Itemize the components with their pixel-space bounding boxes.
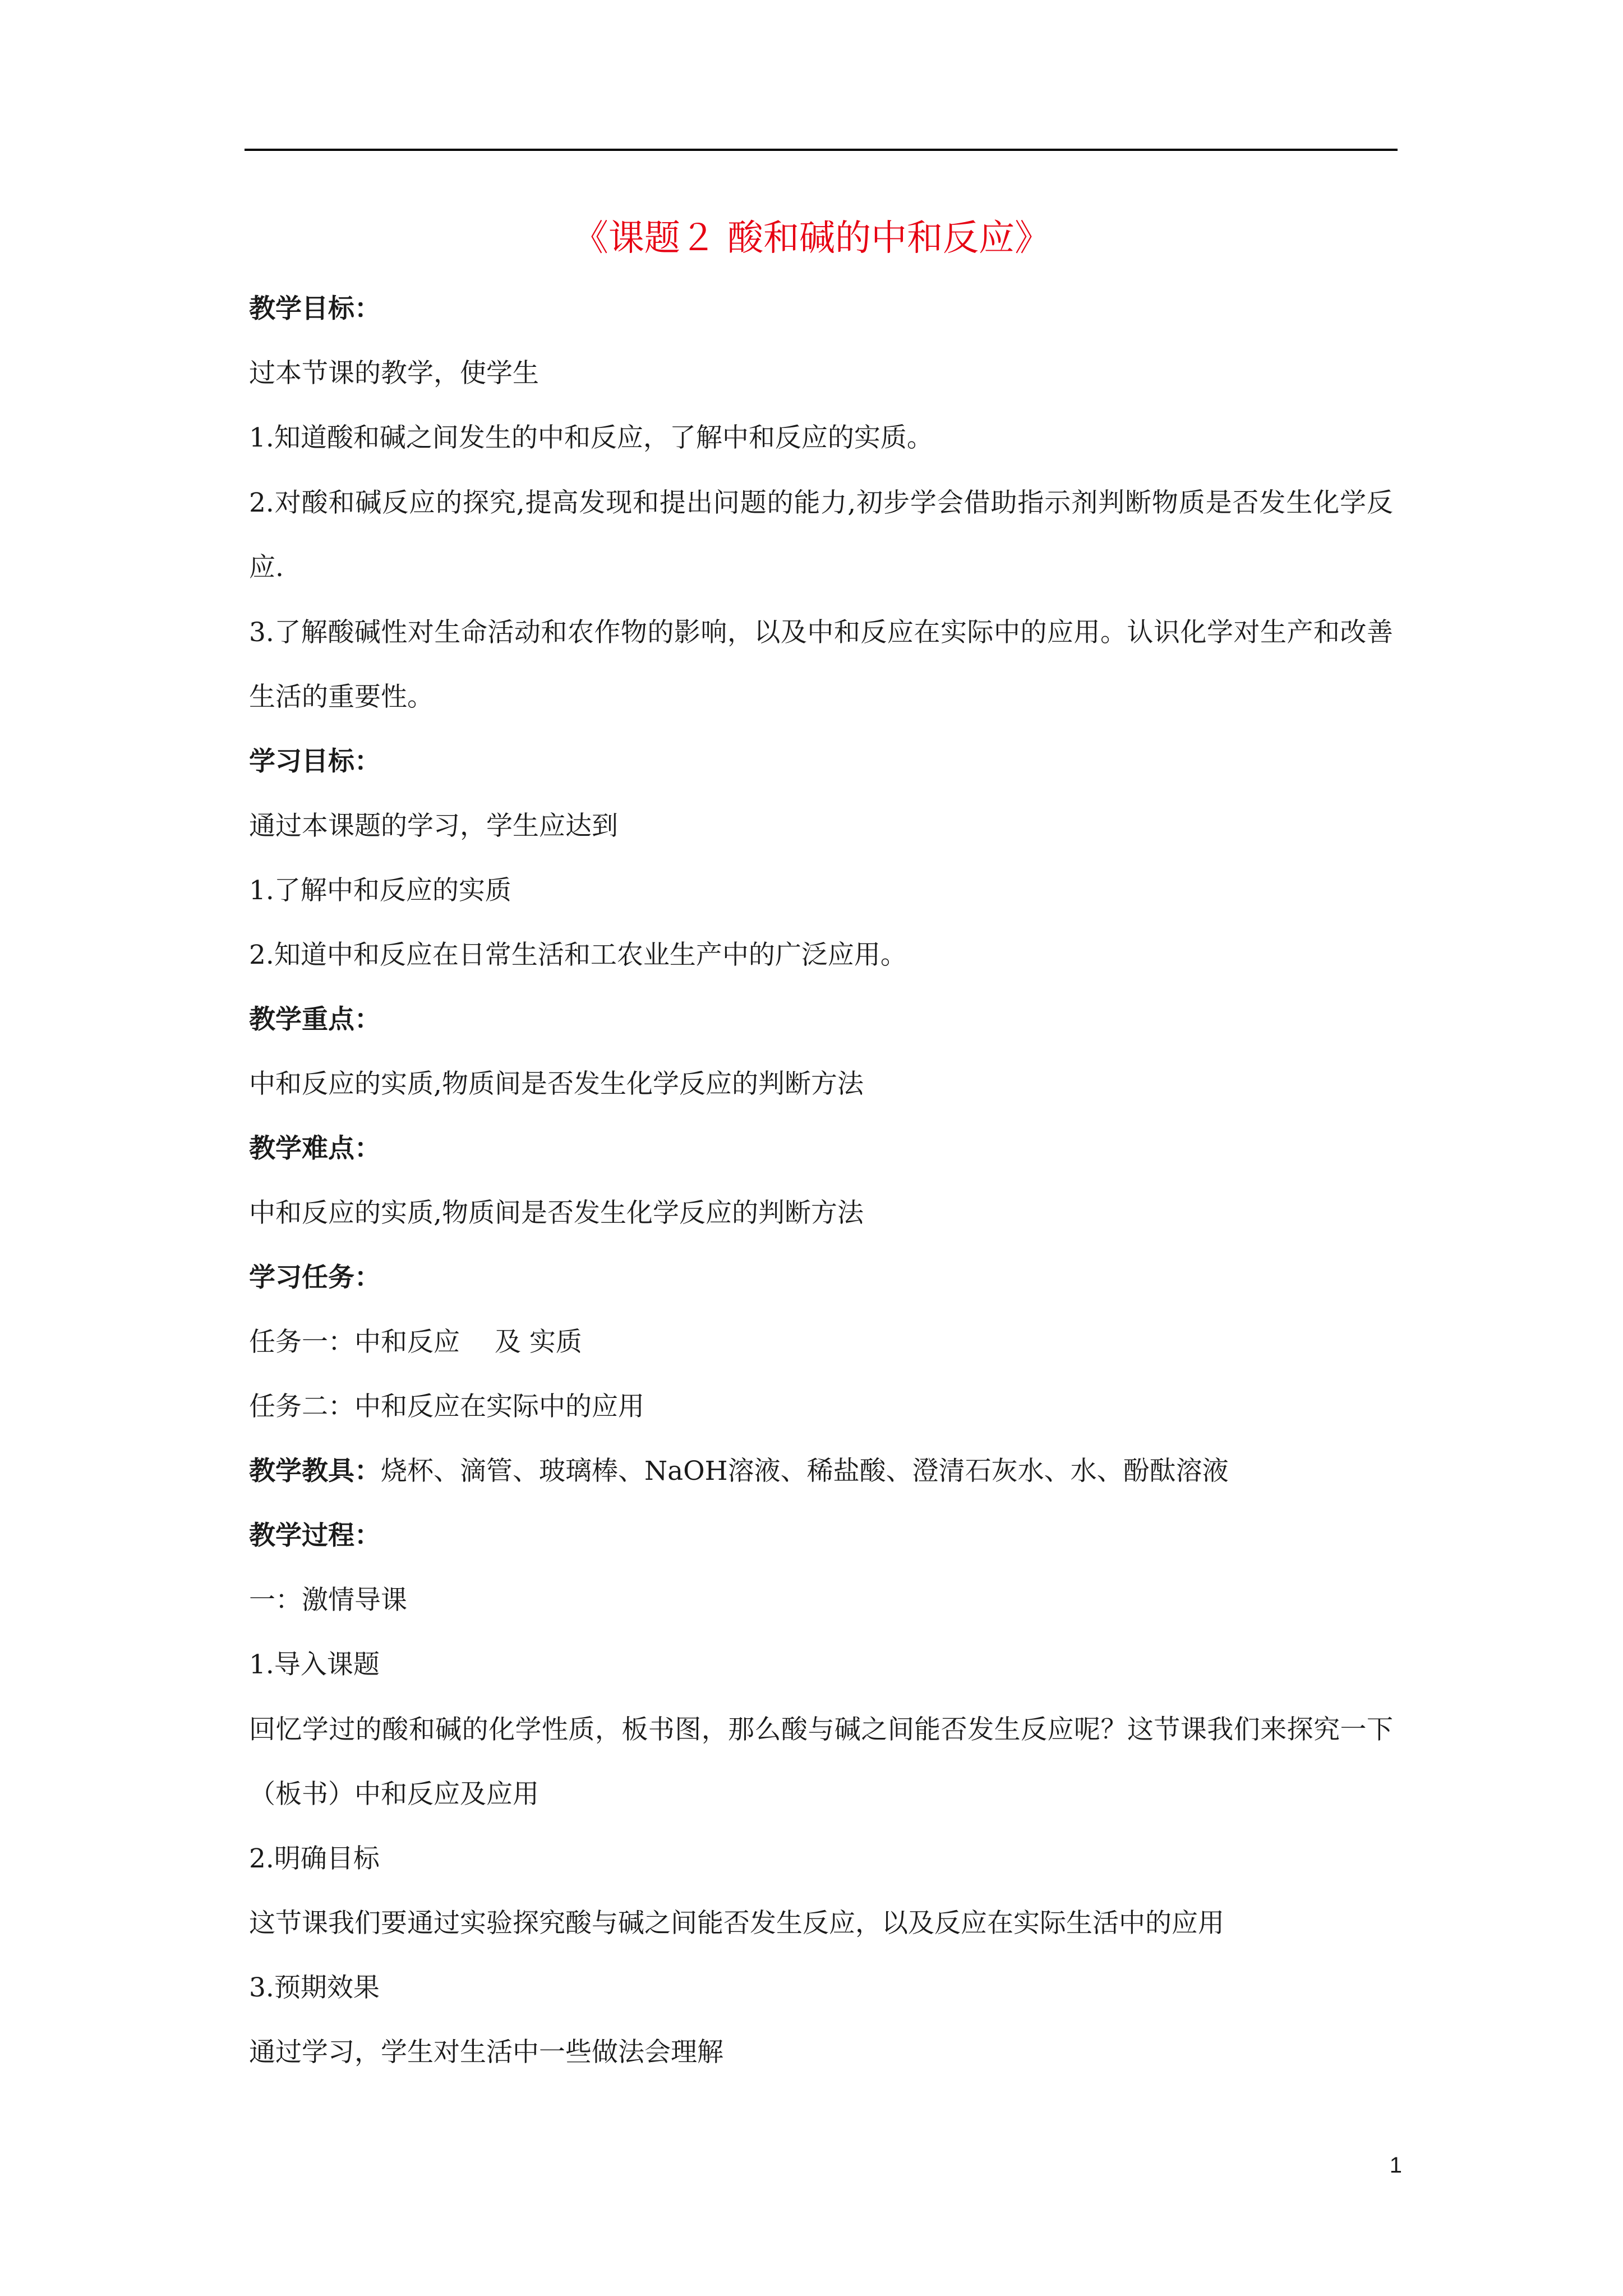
heading-teaching-goals: 教学目标： [249,293,381,324]
paragraph: 回忆学过的酸和碱的化学性质，板书图，那么酸与碱之间能否发生反应呢？这节课我们来探究一下（板书）中和反应及应用 [249,1714,1393,1810]
list-item: 1.导入课题 [249,1649,380,1680]
heading-key-points: 教学重点： [249,1004,381,1035]
list-item: 1.了解中和反应的实质 [249,875,511,906]
heading-difficulties: 教学难点： [249,1133,381,1164]
list-item: 1.知道酸和碱之间发生的中和反应，了解中和反应的实质。 [249,422,933,453]
teaching-tools-list: 烧杯、滴管、玻璃棒、NaOH溶液、稀盐酸、澄清石灰水、水、酚酞溶液 [381,1456,1229,1487]
heading-learning-tasks: 学习任务： [249,1262,381,1293]
heading-teaching-tools: 教学教具： [249,1456,381,1487]
list-item: 2.明确目标 [249,1843,380,1874]
list-item: 3.了解酸碱性对生命活动和农作物的影响，以及中和反应在实际中的应用。认识化学对生产和改善生活的重要性。 [249,617,1393,712]
page-number: 1 [1389,2153,1402,2178]
list-item: 2.对酸和碱反应的探究,提高发现和提出问题的能力,初步学会借助指示剂判断物质是否发生化学反应. [249,487,1393,583]
heading-teaching-process: 教学过程： [249,1520,381,1551]
paragraph: 这节课我们要通过实验探究酸与碱之间能否发生反应，以及反应在实际生活中的应用 [249,1908,1224,1939]
teaching-tools-line [249,1455,1393,1488]
document-body [249,293,1393,2101]
paragraph: 中和反应的实质,物质间是否发生化学反应的判断方法 [249,1198,864,1228]
header-rule [245,149,1398,151]
document-title: 《课题２ 酸和碱的中和反应》 [572,218,1051,259]
list-item: 2.知道中和反应在日常生活和工农业生产中的广泛应用。 [249,940,907,970]
task-item: 任务二：中和反应在实际中的应用 [249,1391,644,1422]
paragraph: 通过本课题的学习，学生应达到 [249,811,618,841]
paragraph: 通过学习，学生对生活中一些做法会理解 [249,2037,723,2068]
list-item: 3.预期效果 [249,1972,380,2003]
paragraph: 过本节课的教学，使学生 [249,358,539,389]
heading-learning-goals: 学习目标： [249,746,381,777]
paragraph: 中和反应的实质,物质间是否发生化学反应的判断方法 [249,1069,864,1099]
task-item: 任务一：中和反应 及 实质 [249,1327,582,1358]
section-heading: 一：激情导课 [249,1585,407,1616]
